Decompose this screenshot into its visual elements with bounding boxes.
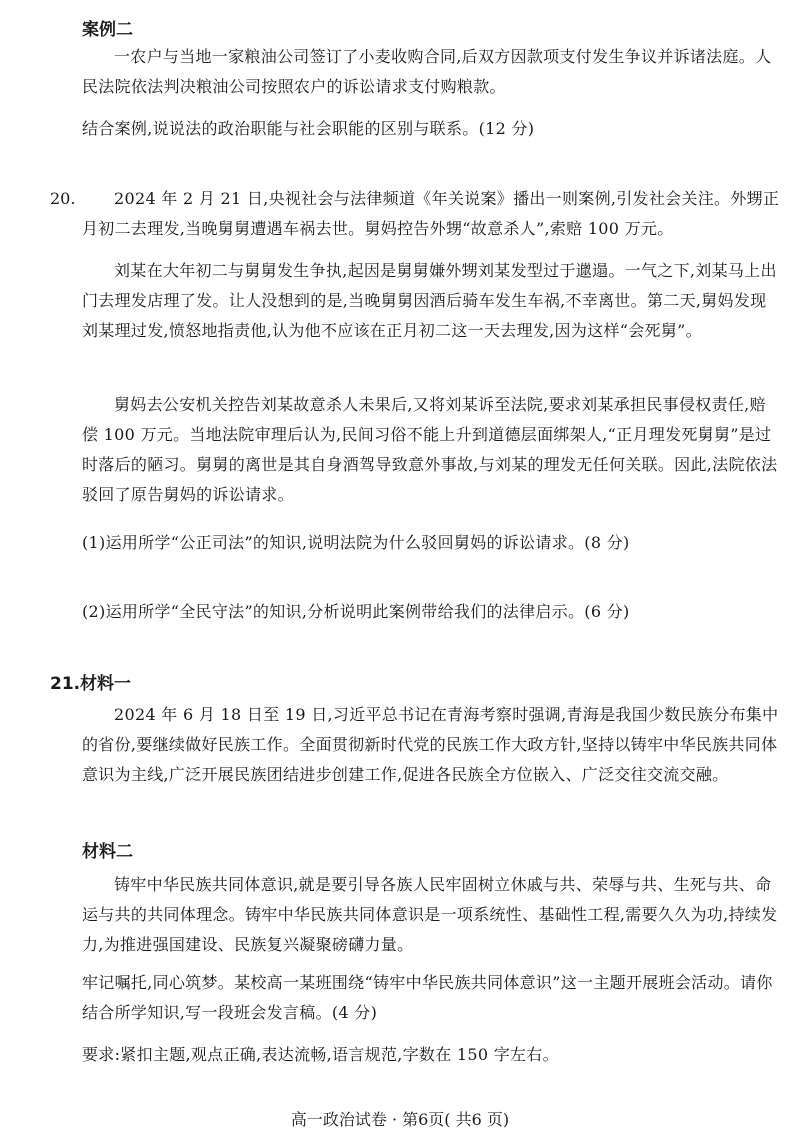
q20-paragraph-1: 2024 年 2 月 21 日,央视社会与法律频道《年关说案》播出一则案例,引发社会关注。外甥正月初二去理发,当晚舅舅遭遇车祸去世。舅妈控告外甥“故意杀人”,索赔 100 万元。 (82, 189, 780, 238)
page-footer: 高一政治试卷 · 第6页( 共6 页) (290, 1110, 510, 1129)
q21-material-2-paragraph: 铸牢中华民族共同体意识,就是要引导各族人民牢固树立休戚与共、荣辱与共、生死与共、命运与共的共同体理念。铸牢中华民族共同体意识是一项系统性、基础性工程,需要久久为功,持续发力,为推进强国建设、民族复兴凝聚磅礴力量。 (82, 875, 778, 954)
question-21-number: 21. (50, 674, 81, 694)
case2-question: 结合案例,说说法的政治职能与社会职能的区别与联系。(12 分) (82, 119, 535, 138)
q20-subquestion-1: (1)运用所学“公正司法”的知识,说明法院为什么驳回舅妈的诉讼请求。(8 分) (82, 533, 630, 552)
q21-material-1-heading: 材料一 (80, 674, 131, 694)
q20-paragraph-2: 刘某在大年初二与舅舅发生争执,起因是舅舅嫌外甥刘某发型过于邋遢。一气之下,刘某马上出门去理发店理了发。让人没想到的是,当晚舅舅因酒后骑车发生车祸,不幸离世。第二天,舅妈发现刘某理过发,愤怒地指责他,认为他不应该在正月初二这一天去理发,因为这样“会死舅”。 (82, 261, 777, 340)
q21-material-2-heading: 材料二 (82, 842, 133, 862)
q21-material-1-paragraph: 2024 年 6 月 18 日至 19 日,习近平总书记在青海考察时强调,青海是我国少数民族分布集中的省份,要继续做好民族工作。全面贯彻新时代党的民族工作大政方针,坚持以铸牢中华民族共同体意识为主线,广泛开展民族团结进步创建工作,促进各民族全方位嵌入、广泛交往交流交融。 (82, 705, 779, 784)
q21-requirement: 要求:紧扣主题,观点正确,表达流畅,语言规范,字数在 150 字左右。 (82, 1045, 559, 1064)
case2-paragraph: 一农户与当地一家粮油公司签订了小麦收购合同,后双方因款项支付发生争议并诉诸法庭。人民法院依法判决粮油公司按照农户的诉讼请求支付购粮款。 (82, 47, 772, 96)
q21-task: 牢记嘱托,同心筑梦。某校高一某班围绕“铸牢中华民族共同体意识”这一主题开展班会活动。请你结合所学知识,写一段班会发言稿。(4 分) (82, 973, 773, 1022)
q20-paragraph-3: 舅妈去公安机关控告刘某故意杀人未果后,又将刘某诉至法院,要求刘某承担民事侵权责任,赔偿 100 万元。当地法院审理后认为,民间习俗不能上升到道德层面绑架人,“正月理发死舅舅”是过时落后的陋习。舅舅的离世是其自身酒驾导致意外事故,与刘某的理发无任何关联。因此,法院依法驳回了原告舅妈的诉讼请求。 (82, 395, 778, 504)
case2-heading: 案例二 (82, 20, 133, 40)
q20-subquestion-2: (2)运用所学“全民守法”的知识,分析说明此案例带给我们的法律启示。(6 分) (82, 602, 630, 621)
question-20-number: 20. (50, 189, 76, 208)
